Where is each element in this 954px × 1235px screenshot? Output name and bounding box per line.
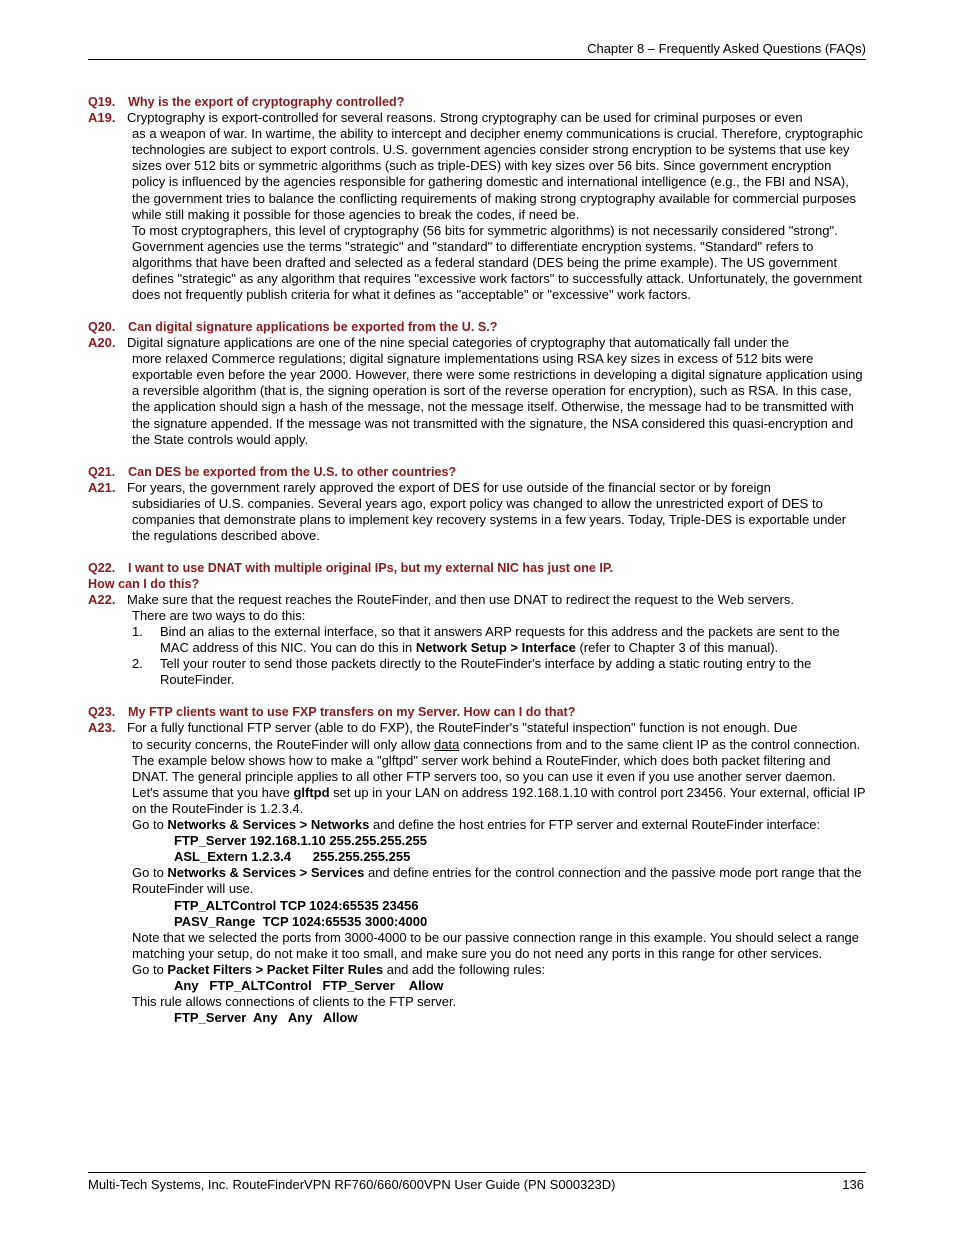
faq-q23	[88, 704, 866, 1026]
list-item: 2. Tell your router to send those packets directly to the RouteFinder's interface by adding a static routing entry to the RouteFinder.	[132, 656, 812, 688]
answer: A19. Cryptography is export-controlled for several reasons. Strong cryptography can be used for criminal purposes or even as a weapon of war. In wartime, the ability to intercept and decipher enemy communications is crucial. Therefore, cryptographic technologies are subject to export controls. U.S. government agencies consider strong encryption to be systems that use key sizes over 512 bits or symmetric algorithms (such as triple-DES) with key sizes over 56 bits. Since government encryption policy is influenced by the agencies responsible for gathering domestic and international intelligence (e.g., the FBI and NSA), the government tries to balance the conflicting requirements of making strong cryptography available for commercial purposes while still making it possible for those agencies to break the codes, if need be. To most cryptographers, this level of cryptography (56 bits for symmetric algorithms) is not necessarily considered "strong". Government agencies use the terms "strategic" and "standard" to differentiate encryption systems. "Standard" refers to algorithms that have been drafted and selected as a federal standard (DES being the prime example). The US government defines "strategic" as any algorithm that requires "excessive work factors" to successfully attack. Unfortunately, the government does not frequently publish criteria for what it defines as "acceptable" or "excessive" work factors.	[88, 110, 866, 303]
paragraph: as a weapon of war. In wartime, the ability to intercept and decipher enemy communications is crucial. Therefore, cryptographic technologies are subject to export controls. U.S. government agencies consider strong encryption to be systems that use key sizes over 512 bits or symmetric algorithms (such as triple-DES) with key sizes over 56 bits. Since government encryption policy is influenced by the agencies responsible for gathering domestic and international intelligence (e.g., the FBI and NSA), the government tries to balance the conflicting requirements of making strong cryptography available for commercial purposes while still making it possible for those agencies to break the codes, if need be.	[132, 126, 864, 222]
faq-q21	[88, 464, 866, 544]
paragraph: Let's assume that you have glftpd set up in your LAN on address 192.168.1.10 with control port 23456. Your external, official IP on the RouteFinder is 1.2.3.4.	[132, 784, 866, 816]
config-line: ASL_Extern 1.2.3.4 255.255.255.255	[174, 849, 411, 865]
paragraph: Note that we selected the ports from 3000-4000 to be our passive connection range in this example. You should select a range matching your setup, do not make it too small, and make sure you do not need any ports in this range for other services.	[132, 929, 860, 961]
paragraph: To most cryptographers, this level of cryptography (56 bits for symmetric algorithms) is not necessarily considered "strong". Government agencies use the terms "strategic" and "standard" to differentiate encryption systems. "Standard" refers to algorithms that have been drafted and selected as a federal standard (DES being the prime example). The US government defines "strategic" as any algorithm that requires "excessive work factors" to successfully attack. Unfortunately, the government does not frequently publish criteria for what it defines as "acceptable" or "excessive" work factors.	[132, 222, 862, 303]
paragraph: subsidiaries of U.S. companies. Several years ago, export policy was changed to allow the unrestricted export of DES to companies that demonstrate plans to implement key recovery systems in a few years. Today, Triple-DES is exportable under the regulations described above.	[132, 495, 847, 543]
paragraph: The example below shows how to make a "glftpd" server work behind a RouteFinder, which does both packet filtering and DNAT. The general principle applies to all other FTP servers too, so you can use it even if you use another server daemon.	[132, 752, 836, 784]
answer: A21. For years, the government rarely approved the export of DES for use outside of the financial sector or by foreign subsidiaries of U.S. companies. Several years ago, export policy was changed to allow the unrestricted export of DES to companies that demonstrate plans to implement key recovery systems in a few years. Today, Triple-DES is exportable under the regulations described above.	[88, 480, 866, 544]
answer: A23. For a fully functional FTP server (able to do FXP), the RouteFinder's "stateful inspection" function is not enough. Due to security concerns, the RouteFinder will only allow data connections from and to the same client IP as the control connection. The example below shows how to make a "glftpd" server work behind a RouteFinder, which does both packet filtering and DNAT. The general principle applies to all other FTP servers too, so you can use it even if you use another server daemon. Let's assume that you have glftpd set up in your LAN on address 192.168.1.10 with control port 23456. Your external, official IP on the RouteFinder is 1.2.3.4. Go to Networks & Services > Networks and define the host entries for FTP server and external RouteFinder interface: FTP_Server 192.168.1.10 255.255.255.255 ASL_Extern 1.2.3.4 255.255.255.255 Go to Networks & Services > Services and define entries for the control connection and the passive mode port range that the RouteFinder will use. FTP_ALTControl TCP 1024:65535 23456 PASV_Range TCP 1024:65535 3000:4000 Note that we selected the ports from 3000-4000 to be our passive connection range in this example. You should select a range matching your setup, do not make it too small, and make sure you do not need any ports in this range for other services. Go to Packet Filters > Packet Filter Rules and add the following rules: Any FTP_ALTControl FTP_Server Allow This rule allows connections of clients to the FTP server. FTP_Server Any Any Allow	[88, 720, 866, 1026]
config-line: FTP_ALTControl TCP 1024:65535 23456	[174, 897, 419, 913]
page-header	[88, 40, 866, 60]
paragraph: This rule allows connections of clients to the FTP server.	[132, 994, 457, 1010]
paragraph: Go to Networks & Services > Networks and define the host entries for FTP server and external RouteFinder interface:	[132, 817, 821, 833]
question: Q23. My FTP clients want to use FXP transfers on my Server. How can I do that?	[88, 705, 576, 720]
question: Q20. Can digital signature applications be exported from the U. S.?	[88, 320, 498, 335]
page-number: 136	[842, 1177, 864, 1192]
paragraph: to security concerns, the RouteFinder will only allow data connections from and to the same client IP as the control connection.	[132, 736, 861, 752]
question: Q21. Can DES be exported from the U.S. to other countries?	[88, 464, 457, 479]
config-line: FTP_Server Any Any Allow	[174, 1010, 358, 1026]
paragraph: There are two ways to do this:	[132, 608, 306, 624]
config-line: Any FTP_ALTControl FTP_Server Allow	[174, 977, 444, 993]
answer: A22. Make sure that the request reaches the RouteFinder, and then use DNAT to redirect the request to the Web servers. There are two ways to do this: 1. Bind an alias to the external interface, so that it answers ARP requests for this address and the packets are sent to the MAC address of this NIC. You can do this in Network Setup > Interface (refer to Chapter 3 of this manual). 2. Tell your router to send those packets directly to the RouteFinder's interface by adding a static routing entry to the RouteFinder.	[88, 592, 866, 689]
list-item: 1. Bind an alias to the external interface, so that it answers ARP requests for this address and the packets are sent to the MAC address of this NIC. You can do this in Network Setup > Interface (refer to Chapter 3 of this manual).	[132, 624, 840, 656]
chapter-title: Chapter 8 – Frequently Asked Questions (FAQs)	[587, 41, 866, 56]
numbered-list	[88, 624, 866, 688]
faq-content	[88, 94, 866, 1042]
faq-q22	[88, 560, 866, 689]
config-line: FTP_Server 192.168.1.10 255.255.255.255	[174, 833, 427, 849]
answer: A20. Digital signature applications are one of the nine special categories of cryptography that automatically fall under the more relaxed Commerce regulations; digital signature implementations using RSA key sizes in excess of 512 bits were exportable even before the year 2000. However, there were some restrictions in developing a digital signature application using a reversible algorithm (that is, the signing operation is sort of the reverse operation for encryption), such as RSA. In this case, the application should sign a hash of the message, not the message itself. Otherwise, the message had to be transmitted with the signature appended. If the message was not transmitted with the signature, the NSA considered this quasi-encryption and the State controls would apply.	[88, 335, 866, 448]
question: Q19. Why is the export of cryptography controlled?	[88, 95, 405, 109]
question: Q22. I want to use DNAT with multiple original IPs, but my external NIC has just one IP.	[88, 560, 614, 575]
config-line: PASV_Range TCP 1024:65535 3000:4000	[174, 913, 428, 929]
page-footer	[88, 1172, 866, 1194]
question-continued: How can I do this?	[88, 576, 200, 591]
faq-q20	[88, 319, 866, 448]
paragraph: more relaxed Commerce regulations; digital signature implementations using RSA key sizes in excess of 512 bits were exportable even before the year 2000. However, there were some restrictions in developing a digital signature application using a reversible algorithm (that is, the signing operation is sort of the reverse operation for encryption), such as RSA. In this case, the application should sign a hash of the message, not the message itself. Otherwise, the message had to be transmitted with the signature appended. If the message was not transmitted with the signature, the NSA considered this quasi-encryption and the State controls would apply.	[132, 351, 863, 447]
footer-document-title: Multi-Tech Systems, Inc. RouteFinderVPN RF760/660/600VPN User Guide (PN S000323D)	[88, 1177, 616, 1192]
paragraph: Go to Packet Filters > Packet Filter Rules and add the following rules:	[132, 961, 545, 977]
paragraph: Go to Networks & Services > Services and define entries for the control connection and the passive mode port range that the RouteFinder will use.	[132, 865, 862, 897]
faq-q19	[88, 94, 866, 303]
